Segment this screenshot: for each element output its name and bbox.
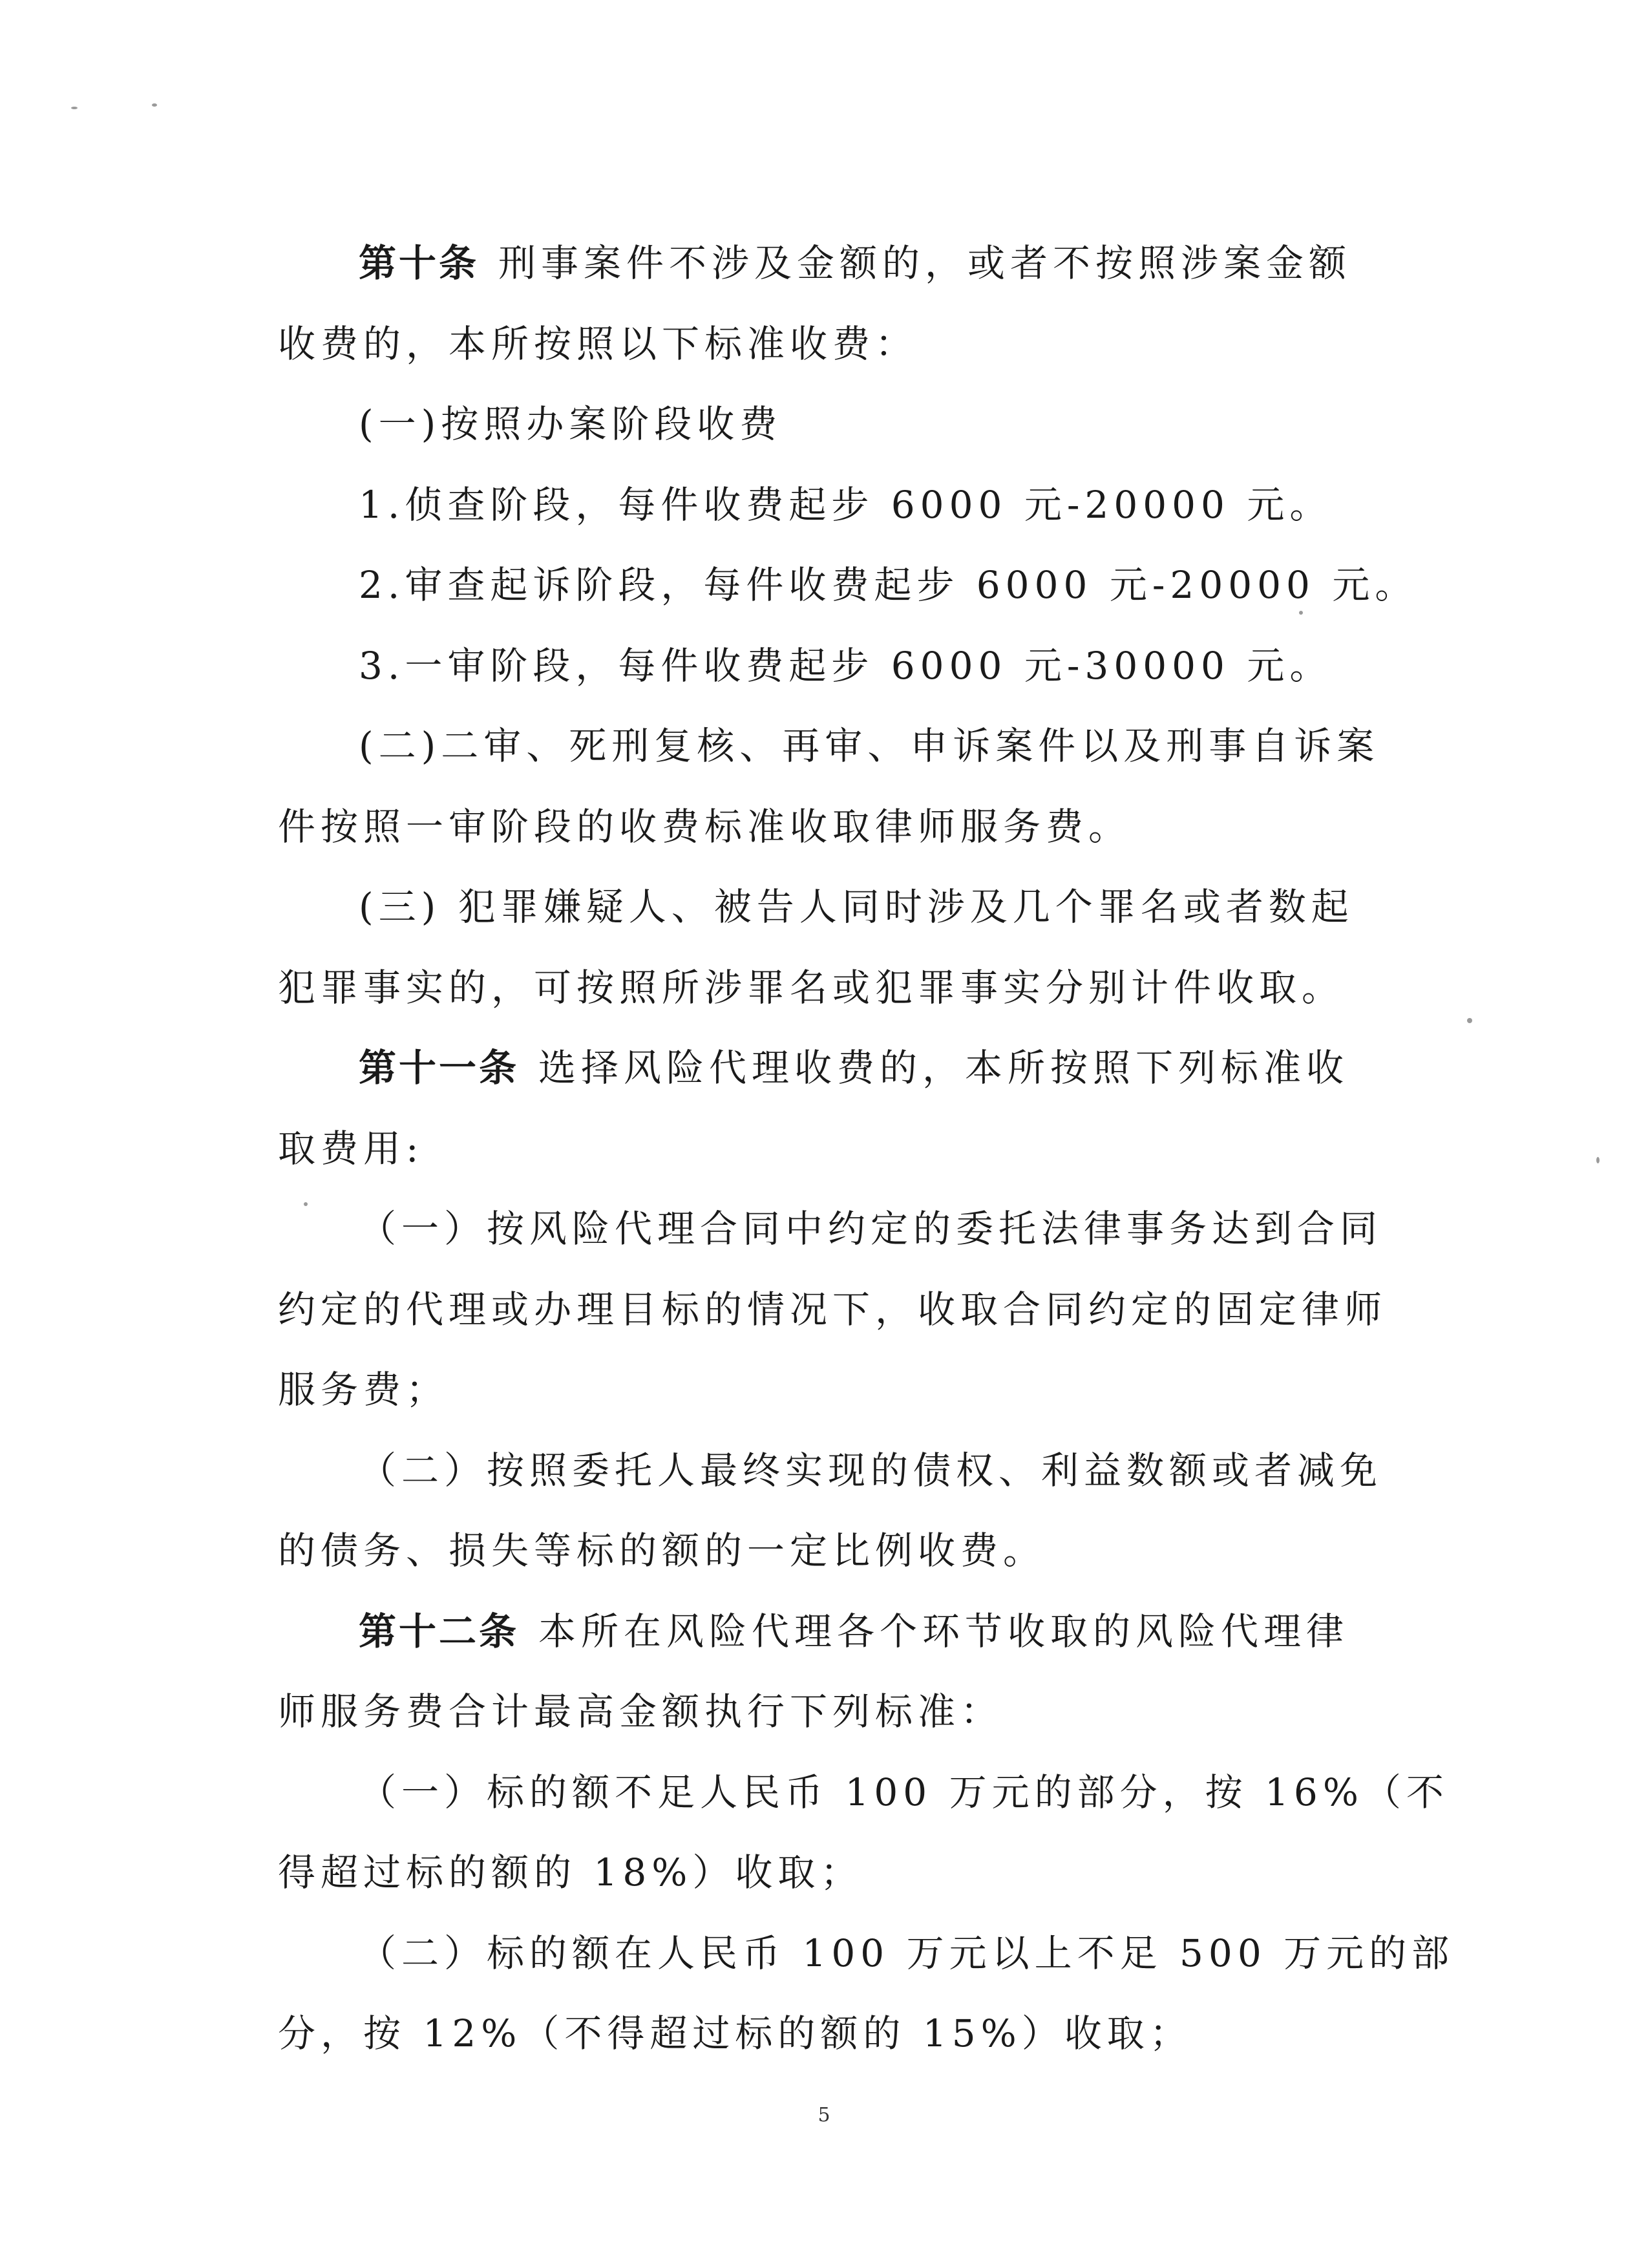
article-11-item-1-line-1: （一）按风险代理合同中约定的委托法律事务达到合同 [359,1207,1383,1251]
article-12-item-1-line-2: 得超过标的额的 18%）收取； [278,1850,863,1894]
article-10-item-2-line-1: (二)二审、死刑复核、再审、申诉案件以及刑事自诉案 [359,724,1380,768]
article-10-stage-3: 3.一审阶段，每件收费起步 6000 元-30000 元。 [359,643,1333,688]
article-10-line-2: 收费的，本所按照以下标准收费： [278,321,918,366]
scan-speck [1467,1018,1472,1023]
scan-speck [71,107,78,109]
article-12-heading: 第十二条 [359,1609,520,1653]
article-12-line-1: 第十二条 本所在风险代理各个环节收取的风险代理律 [359,1609,1349,1653]
scan-speck [1596,1157,1600,1163]
article-10-item-1: (一)按照办案阶段收费 [359,402,783,446]
article-11-item-1-line-2: 约定的代理或办理目标的情况下，收取合同约定的固定律师 [278,1287,1388,1331]
article-10-item-2-line-2: 件按照一审阶段的收费标准收取律师服务费。 [278,804,1132,849]
scan-speck [152,103,157,107]
article-10-stage-2: 2.审查起诉阶段，每件收费起步 6000 元-20000 元。 [359,563,1418,607]
article-12-item-1-line-1: （一）标的额不足人民币 100 万元的部分，按 16%（不 [359,1770,1449,1814]
article-11-item-2-line-1: （二）按照委托人最终实现的债权、利益数额或者减免 [359,1448,1383,1492]
article-11-line-1: 第十一条 选择风险代理收费的，本所按照下列标准收 [359,1046,1349,1090]
article-12-line-2: 师服务费合计最高金额执行下列标准： [278,1690,1004,1733]
article-10-line-1: 第十条 刑事案件不涉及金额的，或者不按照涉案金额 [359,241,1352,285]
article-10-item-3-line-1: (三) 犯罪嫌疑人、被告人同时涉及几个罪名或者数起 [359,885,1354,929]
article-10-heading: 第十条 [359,241,480,285]
document-body [278,223,1455,2074]
article-11-item-2-line-2: 的债务、损失等标的额的一定比例收费。 [278,1529,1046,1573]
page-number: 5 [818,2104,830,2126]
article-12-item-2-line-2: 分，按 12%（不得超过标的额的 15%）收取； [278,2011,1192,2055]
article-12-item-2-line-1: （二）标的额在人民币 100 万元以上不足 500 万元的部 [359,1931,1455,1975]
article-11-line-2: 取费用: [278,1126,424,1171]
article-10-stage-1: 1.侦查阶段，每件收费起步 6000 元-20000 元。 [359,482,1333,527]
article-10-item-3-line-2: 犯罪事实的，可按照所涉罪名或犯罪事实分别计件收取。 [278,965,1345,1010]
article-11-heading: 第十一条 [359,1046,520,1090]
article-11-item-1-line-3: 服务费； [278,1368,449,1412]
